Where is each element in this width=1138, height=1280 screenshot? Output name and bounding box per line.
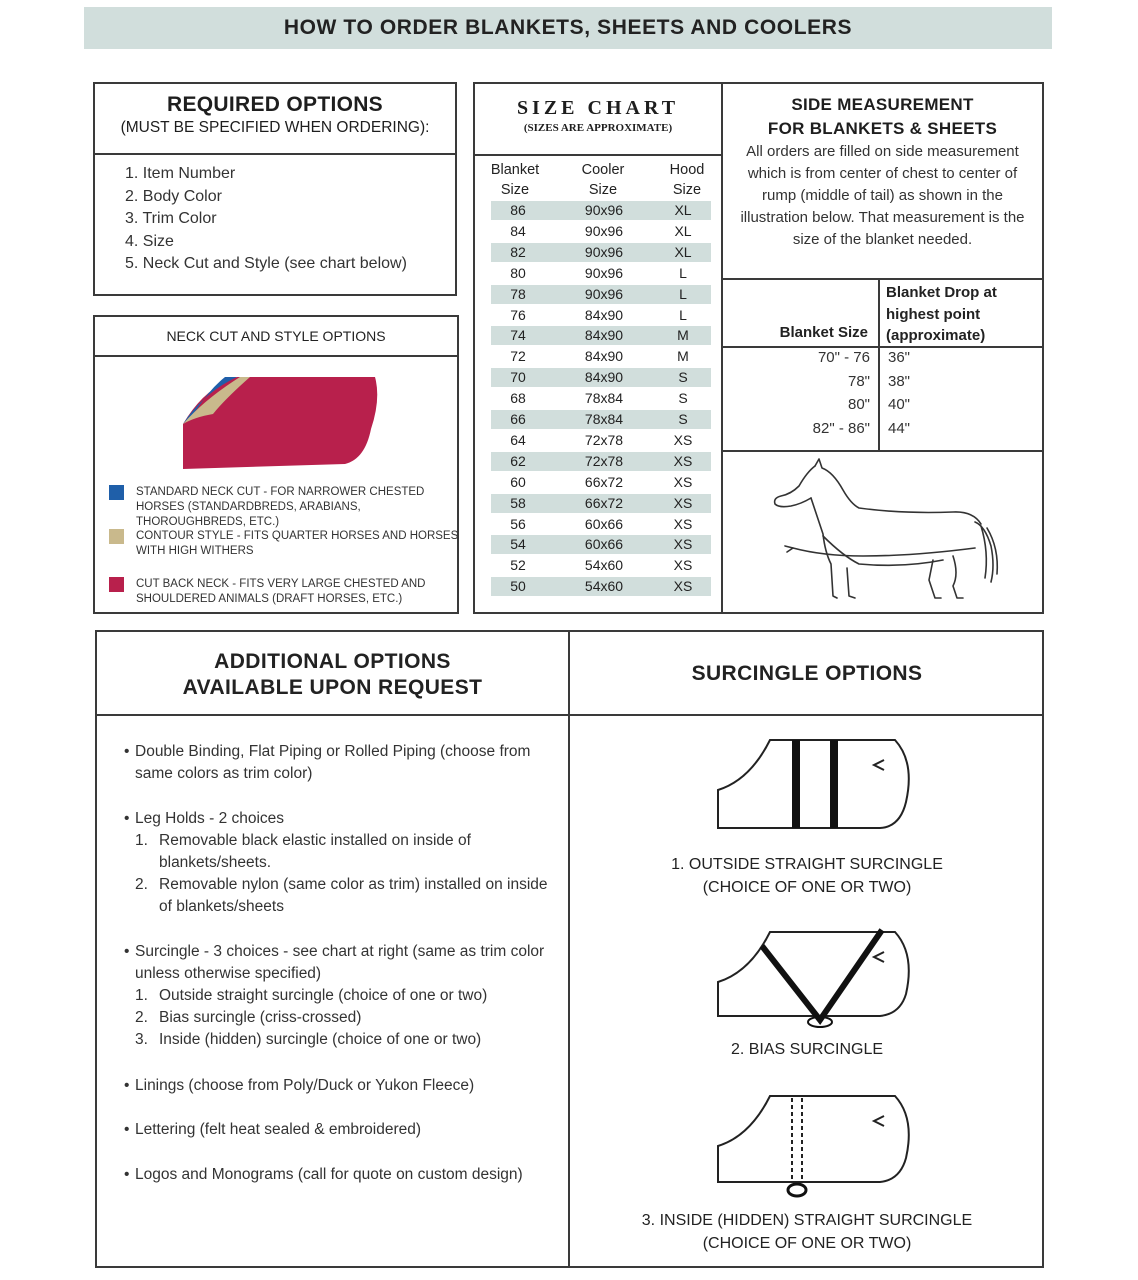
option-text: Surcingle - 3 choices - see chart at right (same as trim color unless otherwise specified) <box>135 943 545 982</box>
table-cell: 70" - 76 <box>817 349 870 366</box>
table-row <box>491 515 711 534</box>
heading-line: FOR BLANKETS & SHEETS <box>767 119 998 138</box>
required-options-heading: REQUIRED OPTIONS <box>167 93 383 116</box>
table-cell: 36" <box>888 349 911 366</box>
option-logos <box>124 1164 555 1186</box>
table-row <box>491 389 711 408</box>
additional-options-panel <box>95 630 1044 1268</box>
legend-text: STANDARD NECK CUT - FOR NARROWER CHESTED HORSES (STANDARDBREDS, ARABIANS, THOROUGHBREDS, ETC.) <box>136 486 425 528</box>
table-cell: XS <box>673 494 693 511</box>
table-cell: S <box>678 390 688 407</box>
table-cell: XS <box>673 557 693 574</box>
table-cell: 54 <box>510 536 526 553</box>
table-cell: XS <box>673 473 693 490</box>
table-row <box>491 285 711 304</box>
table-cell: 66 <box>510 411 526 427</box>
neck-cut-heading: NECK CUT AND STYLE OPTIONS <box>95 317 457 357</box>
table-cell: XS <box>673 431 693 448</box>
bullet: • <box>124 943 130 960</box>
table-row <box>491 535 711 554</box>
sub-option-text: Removable nylon (same color as trim) installed on inside of blankets/sheets <box>159 876 548 915</box>
table-row <box>491 556 711 575</box>
divider <box>568 632 570 1266</box>
table-cell: 90x96 <box>584 264 624 281</box>
table-cell: 60 <box>510 473 526 490</box>
caption-line: (CHOICE OF ONE OR TWO) <box>702 1235 912 1252</box>
legend-text: CUT BACK NECK - FITS VERY LARGE CHESTED AND SHOULDERED ANIMALS (DRAFT HORSES, ETC.) <box>136 578 426 605</box>
side-measurement-text: All orders are filled on side measurement which is from center of chest to center of rump (middle of tail) as shown in the illustration below. That measurement is the size of the blanket needed. <box>740 143 1025 248</box>
strap-buckle <box>788 1184 806 1196</box>
side-measurement-intro <box>723 84 1042 280</box>
heading-line: ADDITIONAL OPTIONS <box>214 650 451 673</box>
bullet: • <box>124 1121 130 1138</box>
table-cell: 50 <box>510 578 526 595</box>
table-cell: 78" <box>847 372 870 390</box>
table-cell: 90x96 <box>584 202 624 218</box>
sub-option: 3. Inside (hidden) surcingle (choice of one or two) <box>135 1031 482 1048</box>
surcingle-caption-1 <box>570 853 1044 899</box>
sub-option-text: Outside straight surcingle (choice of one or two) <box>159 987 488 1004</box>
table-cell: 80" <box>847 396 870 413</box>
required-options-subheading: (MUST BE SPECIFIED WHEN ORDERING): <box>120 119 430 136</box>
table-cell: XS <box>673 452 693 469</box>
table-row <box>491 431 711 450</box>
table-cell: 68 <box>510 390 526 407</box>
table-cell: 66x72 <box>584 494 624 511</box>
option-text: Logos and Monograms (call for quote on custom design) <box>135 1166 523 1183</box>
table-cell: 60x66 <box>584 536 624 553</box>
table-cell: M <box>677 348 689 365</box>
table-row <box>491 306 711 325</box>
table-row <box>491 473 711 492</box>
table-cell: L <box>679 285 687 302</box>
table-cell: 60x66 <box>584 515 624 532</box>
bullet: • <box>124 743 130 760</box>
table-cell: 66x72 <box>584 473 624 490</box>
table-cell: 72x78 <box>584 431 624 448</box>
surcingle-options-heading: SURCINGLE OPTIONS <box>691 662 923 685</box>
table-cell: 84x90 <box>584 306 624 323</box>
table-cell: 84 <box>510 222 526 239</box>
sub-option: 1. Outside straight surcingle (choice of one or two) <box>135 987 488 1004</box>
table-cell: 78x84 <box>584 390 624 407</box>
divider <box>878 278 880 450</box>
title-banner <box>84 7 1052 49</box>
table-cell: 84x90 <box>584 348 624 365</box>
drop-table-header-size: Blanket Size <box>779 324 868 341</box>
legend-text: CONTOUR STYLE - FITS QUARTER HORSES AND HORSES WITH HIGH WITHERS <box>136 530 459 557</box>
size-chart-title: SIZE CHART <box>516 97 680 119</box>
table-cell: XL <box>674 222 692 239</box>
table-cell: 70 <box>510 369 526 386</box>
list-item: 2. Body Color <box>125 187 222 205</box>
bullet: • <box>124 810 130 827</box>
table-row <box>491 264 711 283</box>
heading-line: AVAILABLE UPON REQUEST <box>182 676 483 699</box>
table-cell: 44" <box>888 419 911 437</box>
caption-line: 3. INSIDE (HIDDEN) STRAIGHT SURCINGLE <box>641 1212 973 1229</box>
neck-cut-panel <box>93 315 459 614</box>
table-cell: S <box>678 369 688 386</box>
sub-option-text: Bias surcingle (criss-crossed) <box>159 1009 362 1026</box>
table-cell: XS <box>673 536 693 553</box>
table-cell: 38" <box>888 372 911 390</box>
column-header-blanket: Blanket Size <box>490 162 540 198</box>
caption-line: 1. OUTSIDE STRAIGHT SURCINGLE <box>671 856 943 873</box>
table-cell: 84x90 <box>584 369 624 386</box>
table-cell: 62 <box>510 452 526 469</box>
table-row <box>491 368 711 387</box>
divider <box>97 714 1042 716</box>
list-item: 3. Trim Color <box>125 210 217 227</box>
blue-swatch <box>109 485 124 500</box>
table-cell: 82 <box>510 243 526 260</box>
table-cell: 80 <box>510 264 526 281</box>
list-item: 4. Size <box>125 232 174 250</box>
table-cell: L <box>679 264 687 281</box>
size-chart-header <box>475 84 721 156</box>
caption-line: (CHOICE OF ONE OR TWO) <box>702 879 912 896</box>
option-leg-holds <box>124 808 555 918</box>
option-text: Lettering (felt heat sealed & embroidered) <box>135 1121 422 1138</box>
table-cell: 86 <box>510 202 526 218</box>
table-cell: 54x60 <box>584 578 624 595</box>
size-chart-subtitle: (SIZES ARE APPROXIMATE) <box>523 122 673 134</box>
blanket-drop-table <box>723 278 1042 452</box>
horse-illustration <box>763 456 1008 611</box>
bias-surcingle-illustration <box>710 924 920 1034</box>
table-cell: 90x96 <box>584 285 624 302</box>
table-row <box>491 347 711 366</box>
required-options-list <box>125 163 407 276</box>
table-cell: 40" <box>888 396 911 413</box>
surcingle-strap <box>762 930 882 1020</box>
table-cell: 72x78 <box>584 452 624 469</box>
outside-straight-surcingle-illustration <box>710 732 920 837</box>
required-options-panel <box>93 82 457 296</box>
page-title: HOW TO ORDER BLANKETS, SHEETS AND COOLERS <box>283 16 853 39</box>
sub-option: 2. Removable nylon (same color as trim) installed on inside of blankets/sheets <box>135 876 548 915</box>
table-cell: 78 <box>510 285 526 302</box>
table-cell: 74 <box>510 327 526 344</box>
table-cell: 56 <box>510 515 526 532</box>
inside-hidden-surcingle-illustration <box>710 1088 920 1203</box>
table-cell: 72 <box>510 348 526 365</box>
option-lettering <box>124 1119 555 1141</box>
size-chart-panel <box>473 82 723 614</box>
table-cell: M <box>677 327 689 344</box>
column-header-hood: Hood Size <box>669 162 705 198</box>
bullet: • <box>124 1166 130 1183</box>
table-row <box>491 222 711 241</box>
table-cell: 84x90 <box>584 327 624 344</box>
table-row <box>491 410 711 429</box>
option-text: Double Binding, Flat Piping or Rolled Piping (choose from same colors as trim color) <box>135 743 531 782</box>
option-surcingle <box>124 941 555 1051</box>
table-cell: XL <box>674 243 692 260</box>
table-row <box>491 326 711 345</box>
table-cell: L <box>679 306 687 323</box>
bullet: • <box>124 1077 130 1094</box>
table-cell: 76 <box>510 306 526 323</box>
table-cell: 78x84 <box>584 411 624 427</box>
option-text: Leg Holds - 2 choices <box>135 810 285 827</box>
table-cell: 54x60 <box>584 557 624 574</box>
table-cell: S <box>678 411 688 427</box>
table-cell: 52 <box>510 557 526 574</box>
table-cell: XL <box>674 202 692 218</box>
list-item: 1. Item Number <box>125 165 236 182</box>
surcingle-strap <box>830 740 838 828</box>
table-cell: 90x96 <box>584 222 624 239</box>
sub-option: 1. Removable black elastic installed on inside of blankets/sheets. <box>135 832 471 871</box>
table-cell: XS <box>673 515 693 532</box>
required-options-header <box>95 84 455 155</box>
option-binding <box>124 741 555 785</box>
table-row <box>491 494 711 513</box>
table-row <box>491 201 711 220</box>
surcingle-caption-2: 2. BIAS SURCINGLE <box>730 1041 884 1058</box>
list-item: 5. Neck Cut and Style (see chart below) <box>125 255 407 272</box>
table-cell: 64 <box>510 431 526 448</box>
drop-table-header-drop: Blanket Drop at highest point (approximate) <box>886 284 997 344</box>
option-text: Linings (choose from Poly/Duck or Yukon Fleece) <box>135 1077 475 1094</box>
option-linings <box>124 1075 555 1097</box>
sub-option-text: Removable black elastic installed on inside of blankets/sheets. <box>159 832 471 871</box>
table-row <box>491 577 711 596</box>
table-cell: 82" - 86" <box>812 419 870 437</box>
heading-line: SIDE MEASUREMENT <box>791 95 974 114</box>
table-row <box>491 452 711 471</box>
surcingle-strap <box>792 740 800 828</box>
magenta-swatch <box>109 577 124 592</box>
table-row <box>491 243 711 262</box>
table-cell: 90x96 <box>584 243 624 260</box>
table-cell: XS <box>673 578 693 595</box>
column-header-cooler: Cooler Size <box>581 162 625 198</box>
side-measurement-heading <box>723 93 1042 141</box>
table-cell: 58 <box>510 494 526 511</box>
sub-option: 2. Bias surcingle (criss-crossed) <box>135 1009 362 1026</box>
neck-cut-illustration <box>175 369 385 474</box>
sub-option-text: Inside (hidden) surcingle (choice of one or two) <box>159 1031 482 1048</box>
tan-swatch <box>109 529 124 544</box>
surcingle-caption-3 <box>570 1209 1044 1255</box>
side-measurement-panel <box>721 82 1044 614</box>
additional-options-heading <box>97 649 568 701</box>
